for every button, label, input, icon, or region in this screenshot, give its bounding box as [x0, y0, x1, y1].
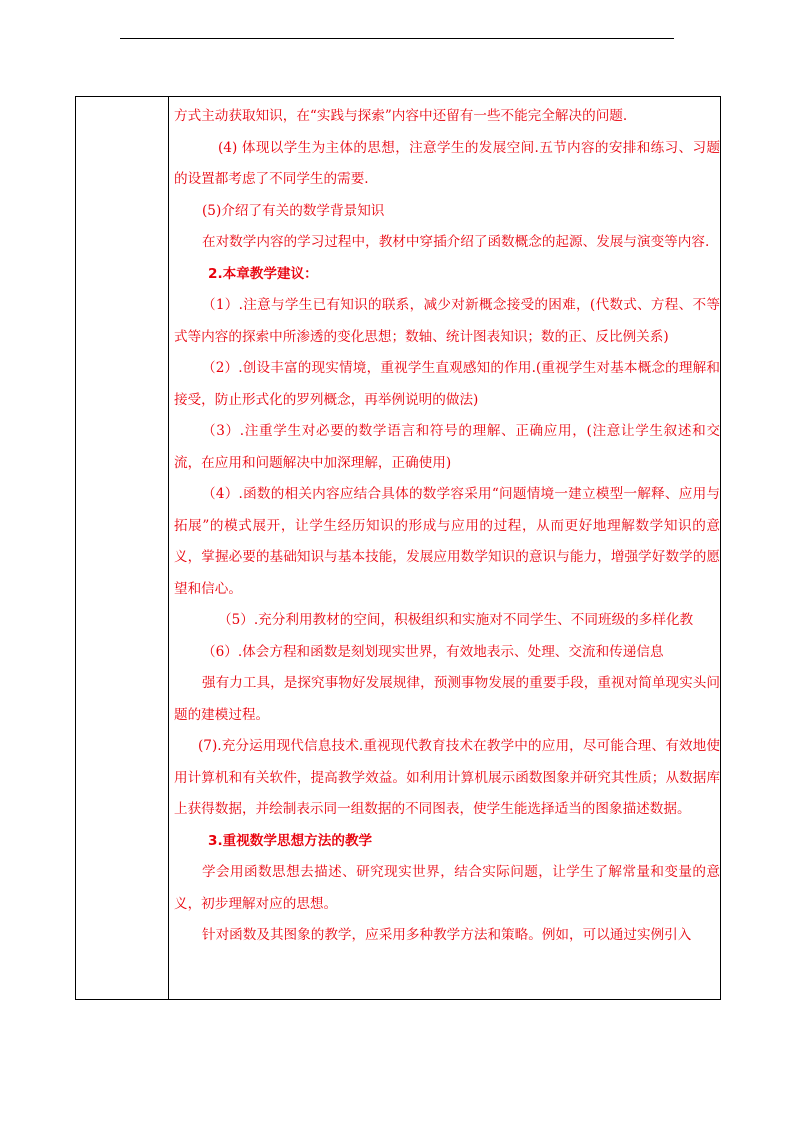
section-heading-2: 2.本章教学建议： [208, 265, 318, 282]
paragraph-7: （3）.注重学生对必要的数学语言和符号的理解、正确应用，(注意让学生叙述和交流，在应用和问题解决中加深理解，正确使用) [174, 423, 720, 471]
paragraph-1: 方式主动获取知识，在“实践与探索”内容中还留有一些不能完全解决的问题. [174, 108, 628, 124]
content-table [75, 96, 721, 1000]
paragraph-6: （2）.创设丰富的现实情境，重视学生直观感知的作用.(重视学生对基本概念的理解和接受，防止形式化的罗列概念，再举例说明的做法) [174, 360, 720, 408]
content-cell [174, 101, 720, 952]
paragraph-5: （1）.注意与学生已有知识的联系，减少对新概念接受的困难，(代数式、方程、不等式等内容的探索中所渗透的变化思想；数轴、统计图表知识；数的正、反比例关系) [174, 297, 720, 345]
paragraph-3: (5)介绍了有关的数学背景知识 [202, 202, 385, 219]
section-heading-3: 3.重视数学思想方法的教学 [208, 832, 373, 849]
paragraph-8: （4）.函数的相关内容应结合具体的数学容采用“问题情境一建立模型一解释、应用与拓展”的模式展开，让学生经历知识的形成与应用的过程，从而更好地理解数学知识的意义，掌握必要的基础知识与基本技能，发展应用数学知识的意识与能力，增强学好数学的愿望和信心。 [174, 486, 720, 597]
paragraph-10: （6）.体会方程和函数是刻划现实世界，有效地表示、处理、交流和传递信息 [202, 643, 664, 660]
column-divider [168, 97, 169, 999]
paragraph-13: 学会用函数思想去描述、研究现实世界，结合实际问题，让学生了解常量和变量的意义，初步理解对应的思想。 [174, 864, 720, 912]
paragraph-4: 在对数学内容的学习过程中，教材中穿插介绍了函数概念的起源、发展与演变等内容. [202, 234, 710, 250]
paragraph-11: 强有力工具，是探究事物好发展规律，预测事物发展的重要手段，重视对简单现实头问题的建模过程。 [174, 675, 720, 723]
paragraph-2: (4) 体现以学生为主体的思想，注意学生的发展空间.五节内容的安排和练习、习题的设置都考虑了不同学生的需要. [174, 139, 720, 187]
paragraph-9: （5）.充分利用教材的空间，积极组织和实施对不同学生、不同班级的多样化教 [218, 612, 694, 628]
paragraph-12: (7).充分运用现代信息技术.重视现代教育技术在教学中的应用，尽可能合理、有效地使用计算机和有关软件，提高教学效益。如利用计算机展示函数图象并研究其性质；从数据库上获得数据，并绘制表示同一组数据的不同图表，使学生能选择适当的图象描述数据。 [174, 738, 720, 817]
header-rule [120, 38, 674, 39]
paragraph-14: 针对函数及其图象的教学，应采用多种教学方法和策略。例如，可以通过实例引入 [202, 927, 692, 943]
